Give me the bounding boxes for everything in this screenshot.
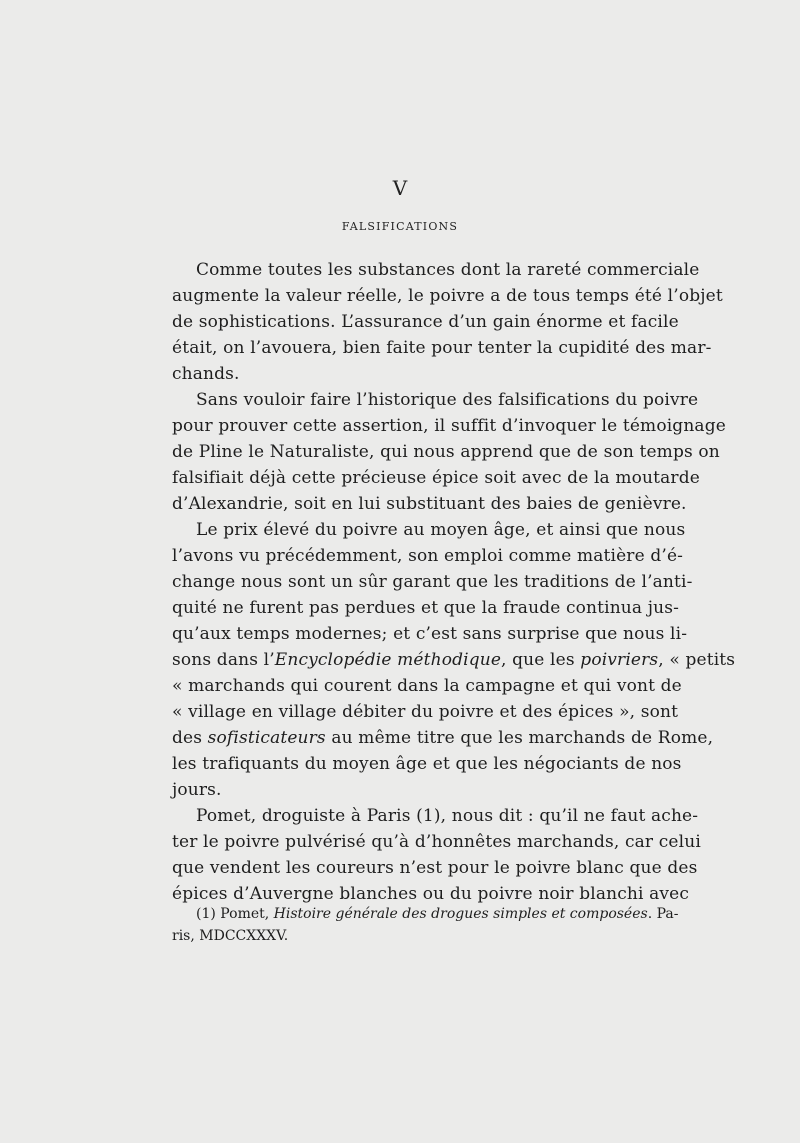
text-line: les trafiquants du moyen âge et que les négociants de nos bbox=[172, 754, 682, 774]
footnote-line bbox=[196, 904, 679, 924]
text-line: ter le poivre pulvérisé qu’à d’honnêtes marchands, car celui bbox=[172, 832, 701, 852]
text-line: d’Alexandrie, soit en lui substituant des baies de genièvre. bbox=[172, 494, 687, 514]
chapter-number: V bbox=[392, 176, 408, 200]
text-line: change nous sont un sûr garant que les traditions de l’anti- bbox=[172, 572, 693, 592]
text-line: était, on l’avouera, bien faite pour tenter la cupidité des mar- bbox=[172, 338, 712, 358]
text-line: augmente la valeur réelle, le poivre a de tous temps été l’objet bbox=[172, 286, 723, 306]
text-line: Comme toutes les substances dont la rareté commerciale bbox=[196, 260, 700, 280]
footnote-line: ris, MDCCXXXV. bbox=[172, 928, 289, 944]
text-line: chands. bbox=[172, 364, 240, 384]
text-run: des bbox=[172, 728, 208, 748]
text-line: « marchands qui courent dans la campagne et qui vont de bbox=[172, 676, 682, 696]
text-run: , que les bbox=[501, 650, 581, 670]
text-run: (1) Pomet, bbox=[196, 906, 274, 922]
text-line bbox=[172, 648, 736, 672]
text-line: Sans vouloir faire l’historique des falsifications du poivre bbox=[196, 390, 699, 410]
text-line: pour prouver cette assertion, il suffit d’invoquer le témoignage bbox=[172, 416, 726, 436]
text-line bbox=[172, 726, 714, 750]
text-line: Le prix élevé du poivre au moyen âge, et ainsi que nous bbox=[196, 520, 686, 540]
text-line: falsifiait déjà cette précieuse épice soit avec de la moutarde bbox=[172, 468, 700, 488]
text-line: que vendent les coureurs n’est pour le poivre blanc que des bbox=[172, 858, 698, 878]
text-line: « village en village débiter du poivre et des épices », sont bbox=[172, 702, 679, 722]
text-line: qu’aux temps modernes; et c’est sans surprise que nous li- bbox=[172, 624, 688, 644]
text-run: sons dans l’ bbox=[172, 650, 275, 670]
italic-title: Encyclopédie méthodique bbox=[274, 650, 502, 670]
italic-title: Histoire générale des drogues simples et composées bbox=[273, 906, 648, 922]
italic-term: sofisticateurs bbox=[207, 728, 326, 748]
text-line: quité ne furent pas perdues et que la fraude continua jus- bbox=[172, 598, 680, 618]
text-line: jours. bbox=[172, 780, 222, 800]
text-line: Pomet, droguiste à Paris (1), nous dit : qu’il ne faut ache- bbox=[196, 806, 699, 826]
text-line: l’avons vu précédemment, son emploi comme matière d’é- bbox=[172, 546, 684, 566]
text-run: , « petits bbox=[658, 650, 736, 670]
text-line: de sophistications. L’assurance d’un gain énorme et facile bbox=[172, 312, 679, 332]
section-title: FALSIFICATIONS bbox=[341, 220, 459, 233]
text-line: de Pline le Naturaliste, qui nous apprend que de son temps on bbox=[172, 442, 720, 462]
text-run: au même titre que les marchands de Rome, bbox=[325, 728, 714, 748]
text-run: . Pa- bbox=[647, 906, 679, 922]
text-line: épices d’Auvergne blanches ou du poivre noir blanchi avec bbox=[172, 884, 690, 904]
italic-term: poivriers bbox=[580, 650, 659, 670]
